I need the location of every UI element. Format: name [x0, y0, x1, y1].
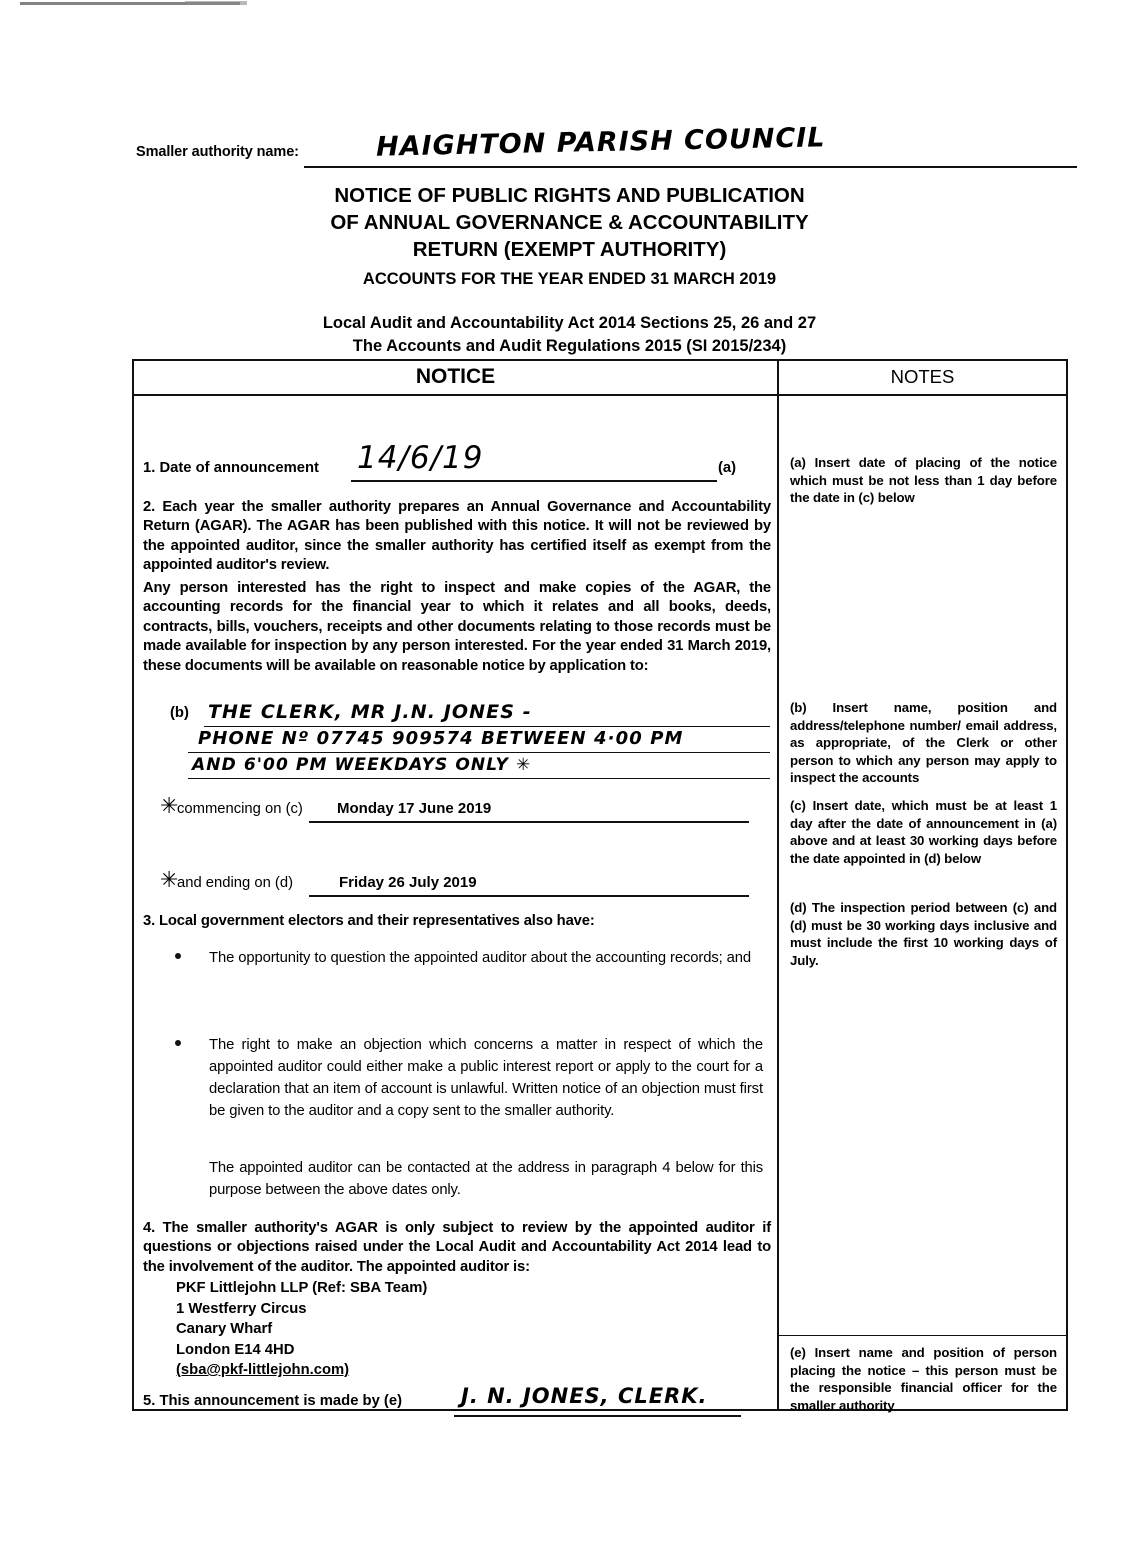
- announcement-made-by-label: 5. This announcement is made by (e): [143, 1393, 403, 1409]
- ending-date-value: Friday 26 July 2019: [339, 874, 477, 891]
- note-c: (c) Insert date, which must be at least 1 day after the date of announcement in (a) above and at least 30 working days before the date appointed in (d) below: [790, 798, 1057, 866]
- announcement-made-by-value: J. N. JONES, CLERK.: [461, 1384, 708, 1408]
- ending-date-rule: [309, 895, 749, 897]
- notes-column: [779, 394, 1068, 1411]
- commencing-date-row: [160, 794, 773, 827]
- act-line-2: The Accounts and Audit Regulations 2015 (SI 2015/234): [352, 337, 787, 355]
- auditor-address-line-3: Canary Wharf: [176, 1321, 273, 1337]
- commencing-date-rule: [309, 821, 749, 823]
- commencing-date-value: Monday 17 June 2019: [337, 800, 492, 817]
- rights-bullet-1-text: The opportunity to question the appointed auditor about the accounting records; and: [209, 950, 752, 966]
- auditor-email-link[interactable]: (sba@pkf-littlejohn.com): [176, 1362, 350, 1378]
- accounts-year-line: ACCOUNTS FOR THE YEAR ENDED 31 MARCH 2019: [362, 270, 777, 288]
- note-a: (a) Insert date of placing of the notice which must be not less than 1 day before the date in (c) below: [790, 455, 1057, 506]
- paragraph-4: 4. The smaller authority's AGAR is only subject to review by the appointed auditor if questions or objections raised under the Local Audit and Accountability Act 2014 lead to the involvement of the auditor. The appointed auditor is:: [143, 1220, 771, 1275]
- paragraph-3-heading: 3. Local government electors and their representatives also have:: [143, 913, 595, 929]
- rights-bullet-2-text: The right to make an objection which concerns a matter in respect of which the appointed auditor could either make a public interest report or apply to the court for a declaration that an item of account is unlawful. Written notice of an objection must first be given to the auditor and a copy sent to the smaller authority.: [209, 1037, 763, 1119]
- date-of-announcement-value: 14/6/19: [357, 440, 484, 476]
- asterisk-mark-icon: ✳: [160, 794, 179, 819]
- column-header-notes: NOTES: [890, 366, 955, 387]
- ending-date-label: and ending on (d): [177, 875, 293, 891]
- column-header-notice: NOTICE: [415, 365, 496, 388]
- inspection-contact-line-3: AND 6'00 PM WEEKDAYS ONLY ✳: [192, 755, 532, 775]
- legislation-reference: [0, 312, 1139, 358]
- auditor-contact-paragraph: The appointed auditor can be contacted at the address in paragraph 4 below for this purpose between the above dates only.: [209, 1160, 763, 1198]
- smaller-authority-name-row: [136, 122, 1066, 173]
- inspection-contact-note-ref: (b): [170, 705, 189, 721]
- announcement-made-by-row: [143, 1384, 771, 1420]
- inspection-contact-block: [170, 699, 770, 783]
- inspection-contact-rule-1: [204, 726, 770, 727]
- smaller-authority-name-rule: [304, 166, 1077, 168]
- date-of-announcement-note-ref: (a): [718, 460, 737, 476]
- scan-artifact-secondary: [185, 1, 247, 5]
- smaller-authority-name-label: Smaller authority name:: [136, 144, 299, 160]
- auditor-address-line-1: PKF Littlejohn LLP (Ref: SBA Team): [176, 1280, 428, 1296]
- notice-table: [132, 359, 1068, 1411]
- title-line-2: OF ANNUAL GOVERNANCE & ACCOUNTABILITY: [330, 211, 809, 234]
- note-d: (d) The inspection period between (c) and (d) must be 30 working days inclusive and must include the first 10 working days of July.: [790, 900, 1057, 968]
- ending-date-row: [160, 868, 773, 901]
- announcement-made-by-rule: [454, 1415, 741, 1417]
- date-of-announcement-label: 1. Date of announcement: [143, 460, 319, 476]
- date-of-announcement-rule: [351, 480, 717, 482]
- date-of-announcement-row: [143, 440, 768, 488]
- inspection-contact-line-1: THE CLERK, MR J.N. JONES -: [208, 701, 532, 723]
- note-e: (e) Insert name and position of person placing the notice – this person must be the responsible financial officer for the smaller authority: [790, 1345, 1057, 1413]
- notice-column: [134, 394, 777, 1411]
- inspection-contact-line-2: PHONE Nº 07745 909574 BETWEEN 4·00 PM: [198, 728, 684, 749]
- title-line-1: NOTICE OF PUBLIC RIGHTS AND PUBLICATION: [334, 184, 805, 207]
- paragraph-2-part-2: Any person interested has the right to inspect and make copies of the AGAR, the accounting records for the financial year to which it relates and all books, deeds, contracts, bills, vouchers, receipts and other documents relating to those records must be made available for inspection by any person interested. For the year ended 31 March 2019, these documents will be available on reasonable notice by application to:: [143, 580, 771, 674]
- document-title: [0, 182, 1139, 263]
- smaller-authority-name-value: HAIGHTON PARISH COUNCIL: [375, 122, 826, 163]
- inspection-contact-rule-2: [188, 752, 770, 753]
- paragraph-2-part-1: 2. Each year the smaller authority prepares an Annual Governance and Accountability Return (AGAR). The AGAR has been published with this notice. It will not be reviewed by the appointed auditor, since the smaller authority has certified itself as exempt from the appointed auditor's review.: [143, 499, 771, 574]
- commencing-date-label: commencing on (c): [177, 801, 303, 817]
- auditor-address-line-2: 1 Westferry Circus: [176, 1300, 307, 1317]
- bullet-icon: [175, 1040, 181, 1046]
- inspection-contact-rule-3: [188, 778, 770, 779]
- asterisk-mark-icon: ✳: [160, 868, 179, 893]
- auditor-address-line-4: London E14 4HD: [176, 1341, 295, 1358]
- title-line-3: RETURN (EXEMPT AUTHORITY): [412, 238, 727, 261]
- act-line-1: Local Audit and Accountability Act 2014 Sections 25, 26 and 27: [322, 314, 817, 332]
- bullet-icon: [175, 953, 181, 959]
- auditor-address-block: [176, 1278, 676, 1381]
- note-b: (b) Insert name, position and address/telephone number/ email address, as appropriate, of the Clerk or other person to which any person may apply to inspect the accounts: [790, 700, 1057, 786]
